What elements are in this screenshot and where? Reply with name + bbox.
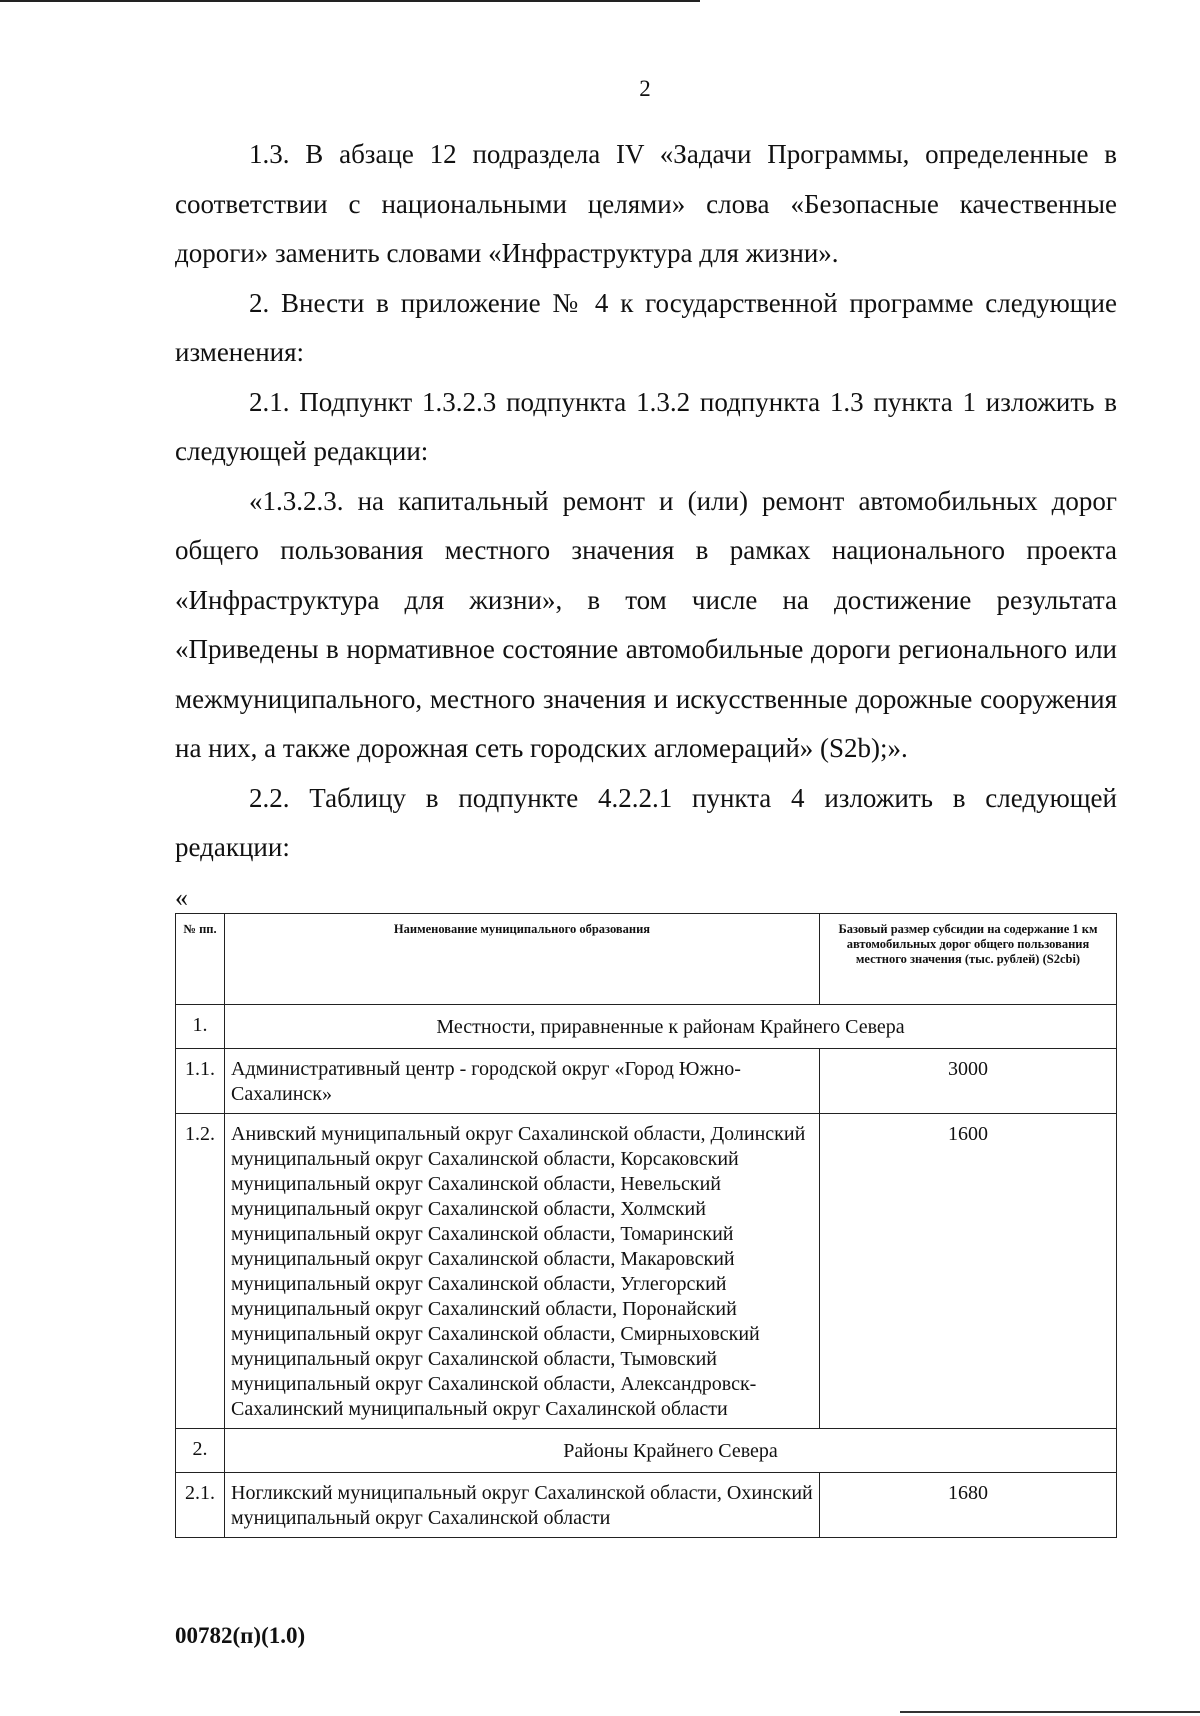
paragraph-1-3: 1.3. В абзаце 12 подраздела IV «Задачи Программы, определенные в соответствии с национальными целями» слова «Безопасные качественные дороги» заменить словами «Инфраструктура для жизни». xyxy=(175,139,1117,268)
row-num: 2.1. xyxy=(176,1472,225,1537)
row-value: 1680 xyxy=(820,1472,1117,1537)
header-value: Базовый размер субсидии на содержание 1 км автомобильных дорог общего пользования местного значения (тыс. рублей) (S2cbi) xyxy=(820,913,1117,1004)
paragraph-2-2: 2.2. Таблицу в подпункте 4.2.2.1 пункта 4 изложить в следующей редакции: xyxy=(175,782,1117,862)
subsidy-table xyxy=(175,913,1117,1538)
row-num: 1.1. xyxy=(176,1048,225,1113)
paragraph-2-1: 2.1. Подпункт 1.3.2.3 подпункта 1.3.2 подпункта 1.3 пункта 1 изложить в следующей редакции: xyxy=(175,386,1117,466)
row-name: Ногликский муниципальный округ Сахалинской области, Охинский муниципальный округ Сахалинской области xyxy=(225,1472,820,1537)
table-row xyxy=(176,1048,1117,1113)
table-row xyxy=(176,1472,1117,1537)
table-header-row xyxy=(176,913,1117,1004)
row-value: 3000 xyxy=(820,1048,1117,1113)
row-name: Анивский муниципальный округ Сахалинской области, Долинский муниципальный округ Сахалинской области, Корсаковский муниципальный округ Сахалинской области, Невельский муниципальный округ Сахалинской области, Холмский муниципальный округ Сахалинской области, Томаринский муниципальный округ Сахалинской области, Макаровский муниципальный округ Сахалинской области, Углегорский муниципальный округ Сахалинский области, Поронайский муниципальный округ Сахалинской области, Смирныховский муниципальный округ Сахалинской области, Тымовский муниципальный округ Сахалинской области, Александровск-Сахалинский муниципальный округ Сахалинской области xyxy=(225,1113,820,1428)
table-row xyxy=(176,1004,1117,1048)
header-name: Наименование муниципального образования xyxy=(225,913,820,1004)
page-number: 2 xyxy=(639,76,651,101)
document-code: 00782(п)(1.0) xyxy=(175,1623,306,1648)
row-num: 2. xyxy=(176,1428,225,1472)
section-title: Районы Крайнего Севера xyxy=(225,1428,1117,1472)
paragraph-quote-1-3-2-3: «1.3.2.3. на капитальный ремонт и (или) ремонт автомобильных дорог общего пользования местного значения в рамках национального проекта «Инфраструктура для жизни», в том числе на достижение результата «Приведены в нормативное состояние автомобильные дороги регионального или межмуниципального, местного значения и искусственные дорожные сооружения на них, а также дорожная сеть городских агломераций» (S2b);». xyxy=(175,485,1117,763)
section-title: Местности, приравненные к районам Крайнего Севера xyxy=(225,1004,1117,1048)
row-name: Административный центр - городской округ «Город Южно-Сахалинск» xyxy=(225,1048,820,1113)
paragraph-2: 2. Внести в приложение № 4 к государственной программе следующие изменения: xyxy=(175,287,1117,367)
row-num: 1. xyxy=(176,1004,225,1048)
row-value: 1600 xyxy=(820,1113,1117,1428)
row-num: 1.2. xyxy=(176,1113,225,1428)
opening-quote: « xyxy=(175,882,188,912)
header-num: № пп. xyxy=(176,913,225,1004)
document-body xyxy=(175,130,1117,1538)
bottom-rule xyxy=(900,1711,1200,1713)
top-rule xyxy=(0,0,700,2)
table-row xyxy=(176,1428,1117,1472)
table-row xyxy=(176,1113,1117,1428)
